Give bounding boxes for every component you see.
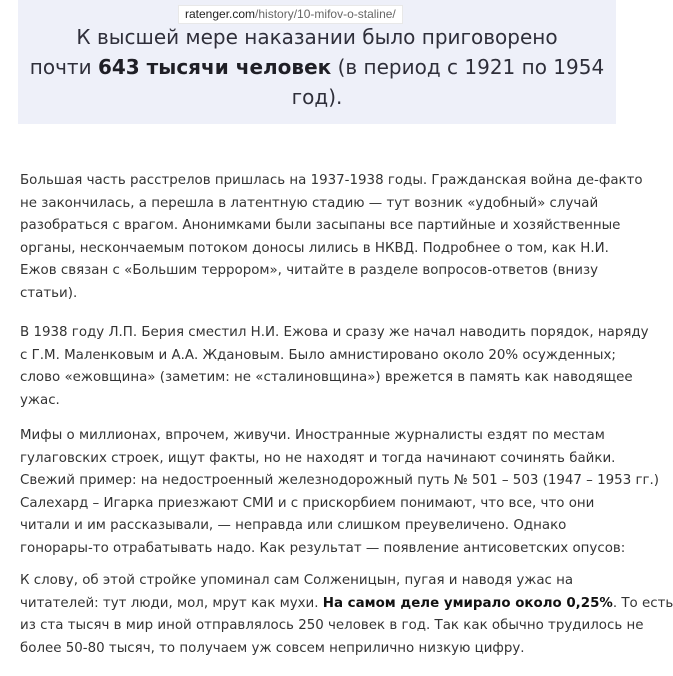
text-line: слово «ежовщина» (заметим: не «сталиновщина») врежется в память как наводящее (20, 370, 633, 385)
text-line: Свежий пример: на недостроенный железнодорожный путь № 501 – 503 (1947 – 1953 гг.) (20, 473, 660, 488)
text-line: разобраться с врагом. Анонимками были засыпаны все партийные и хозяйственные (20, 218, 621, 233)
text-line: с Г.М. Маленковым и А.А. Ждановым. Было амнистировано около 20% осужденных; (20, 347, 616, 363)
text-line: Мифы о миллионах, впрочем, живучи. Иностранные журналисты ездят по местам (20, 428, 605, 443)
quote-line: К высшей мере наказании было приговорено (76, 25, 558, 49)
emphasis-mortality: На самом деле умирало около 0,25% (322, 595, 613, 611)
highlight-quote (18, 22, 616, 112)
quote-line (18, 52, 616, 82)
source-url[interactable] (179, 6, 402, 23)
quote-text-segment: почти (29, 55, 98, 79)
paragraph-solzhenitsyn (20, 570, 673, 660)
quote-emphasis: 643 тысячи человек (97, 55, 332, 79)
text-line: ужас. (20, 392, 60, 408)
text-line: органы, нескончаемым потоком доносы лились в НКВД. Подробнее о том, как Н.И. (20, 240, 609, 256)
text-line: гулаговских строек, ищут факты, но не находят и тогда начинают сочинять байки. (20, 450, 616, 466)
quote-line: год). (291, 85, 343, 109)
text-line: не закончилась, а перешла в латентную стадию — тут возник «удобный» случай (20, 195, 599, 211)
url-domain: ratenger.com (185, 7, 256, 21)
quote-text-segment: (в период с 1921 по 1954 (331, 55, 605, 79)
text-line: К слову, об этой стройке упоминал сам Солженицын, пугая и наводя ужас на (20, 573, 574, 588)
paragraph-myths (20, 425, 659, 560)
url-path: /history/10-mifov-o-staline/ (255, 7, 396, 21)
text-line: из ста тысяч в мир иной отправлялось 250 человек в год. Так как обычно трудилось не (20, 618, 644, 633)
text-line: гонорары-то отрабатывать надо. Как результат — появление антисоветских опусов: (20, 540, 626, 556)
text-line: В 1938 году Л.П. Берия сместил Н.И. Ежова и сразу же начал наводить порядок, наряду (20, 325, 649, 340)
text-segment: . То есть (612, 595, 673, 611)
paragraph-beria (20, 322, 649, 412)
text-line: Большая часть расстрелов пришлась на 1937-1938 годы. Гражданская война де-факто (20, 173, 643, 188)
text-line: Салехард – Игарка приезжают СМИ и с прискорбием понимают, что все, что они (20, 495, 595, 511)
text-line: более 50-80 тысяч, то получаем уж совсем неприлично низкую цифру. (20, 640, 525, 656)
text-line (20, 593, 673, 616)
text-line: Ежов связан с «Большим террором», читайте в разделе вопросов-ответов (внизу (20, 263, 599, 278)
paragraph-repressions (20, 170, 643, 305)
text-line: читали и им рассказывали, — неправда или слишком преувеличено. Однако (20, 518, 567, 533)
text-line: статьи). (20, 285, 78, 301)
text-segment: читателей: тут люди, мол, мрут как мухи. (20, 595, 323, 611)
